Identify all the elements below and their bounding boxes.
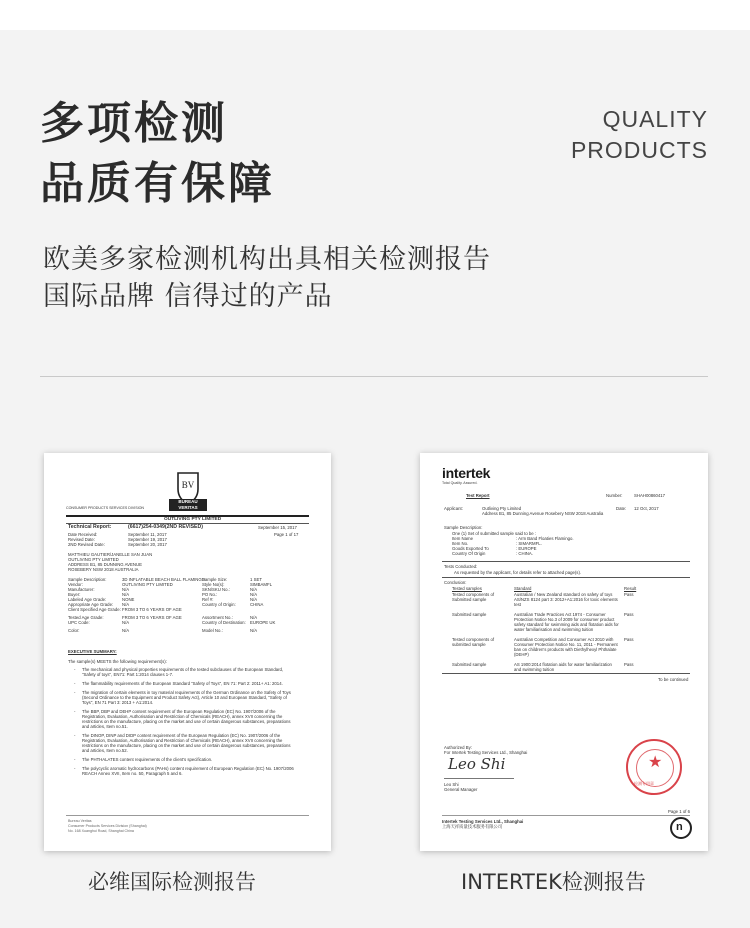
svg-text:BV: BV: [181, 480, 195, 490]
bureau-veritas-band: BUREAU VERITAS: [169, 499, 207, 511]
table-cell-standard: Consumer Protection Notice No. 11, 2011 - Permanent: [514, 642, 618, 647]
bullet-marker: -: [74, 766, 76, 771]
col-standard: Standard: [514, 586, 532, 591]
section-divider: [40, 376, 708, 377]
official-seal-icon: [626, 739, 682, 795]
summary-bullet: The mechanical and physical properties requirements of the tested subclauses of the European Standard,: [82, 667, 284, 672]
intertek-report: [420, 453, 708, 851]
field-value-2: N/A: [250, 592, 258, 597]
intertek-tagline: Total Quality. Assured.: [442, 481, 478, 485]
continued-note: To be continued: [658, 677, 689, 682]
field-label: Sample Description:: [68, 577, 107, 582]
table-cell-standard: Australian / New Zealand standard on safety of toys: [514, 592, 613, 597]
address-line: MATTHIEU GAUTIER/JANELLE SAN JUAN: [68, 552, 153, 557]
sample-value: : CHINA.: [516, 551, 533, 556]
table-cell-standard: Australian Competition and Consumer Act 2010 with: [514, 637, 614, 642]
field-value-2: N/A: [250, 587, 258, 592]
report-label: Technical Report:: [68, 524, 112, 530]
field-value-2: 1 SET: [250, 577, 262, 582]
footer-line: Bureau Veritas: [68, 819, 92, 823]
table-cell-sample: Submitted sample: [452, 662, 487, 667]
date-value: September 19, 2017: [128, 537, 167, 542]
address-line: ROSEBERY NSW 2018 AUSTRALIA: [68, 567, 139, 572]
page-number: Page 1 of 17: [274, 532, 299, 537]
sample-description-label: Sample Description:: [444, 525, 483, 530]
footer-company: Intertek Testing Services Ltd., Shanghai: [442, 819, 524, 824]
signer-title: General Manager: [444, 787, 478, 792]
field-label-2: Ref #:: [202, 597, 214, 602]
date-value: September 11, 2017: [128, 532, 167, 537]
address-line: ADDRESS B1, 85 DUNNING AVENUE: [68, 562, 142, 567]
table-cell-standard: Australian Trade Practices Act 1974 - Consumer: [514, 612, 606, 617]
authorized-for: For Intertek Testing Services Ltd., Shanghai: [444, 750, 528, 755]
signature: Leo Shi: [448, 755, 506, 773]
date-label: Date Received:: [68, 532, 98, 537]
field-value-2: EUROPE UK: [250, 620, 276, 625]
division-label: CONSUMER PRODUCTS SERVICES DIVISION: [66, 506, 145, 510]
field-label: Labeled Age Grade:: [68, 597, 107, 602]
summary-bullet: The flammability requirements of the European Standard "Safety of Toys", EN 71: Part 2: 2011+ A1: 2014.: [82, 681, 283, 686]
test-report-title: Test Report: [466, 493, 490, 498]
summary-intro: The sample(s) MEETS the following requirement(s):: [68, 659, 167, 664]
field-label-2: Sample Size:: [202, 577, 228, 582]
seal-star-icon: ★: [648, 754, 663, 771]
report-number: SHAH00860417: [634, 493, 666, 498]
subtitle-line-2: 国际品牌 信得过的产品: [43, 281, 333, 312]
summary-bullet: Registration, Evaluation, Authorisation and Restriction of Chemicals (REACH), annex XVII concerning the: [82, 714, 283, 719]
col-tested-samples: Tested samples: [452, 586, 482, 591]
table-cell-sample: Tested components of: [452, 592, 495, 597]
intertek-mark-glyph: n: [676, 821, 683, 833]
table-cell-result: Pass: [624, 637, 634, 642]
rule-1: [442, 561, 690, 562]
summary-bullet: "Safety of toys", EN71: Part 1:2014 clauses 1-7.: [82, 672, 174, 677]
bullet-marker: -: [74, 757, 76, 762]
sample-value: : EUROPE: [516, 546, 537, 551]
conclusion-label: Conclusion:: [444, 580, 467, 585]
field-label-2: Country of Origin:: [202, 602, 236, 607]
address-line: OUTLIVING PTY LIMITED: [68, 557, 119, 562]
bullet-marker: -: [74, 681, 76, 686]
bullet-marker: -: [74, 690, 76, 695]
footer-line: No. 168 Xuanghui Road, Shanghai China: [68, 829, 134, 833]
field-label: Vendor:: [68, 582, 83, 587]
rule-2: [442, 577, 690, 578]
summary-bullet: Toys", EN 71 Part 3: 2013 + A1:2014.: [82, 700, 154, 705]
summary-bullet: The BBP, DBP and DEHP content requirement of the European Regulation (EC) No. 1907/2006 of the: [82, 709, 276, 714]
field-value-2: N/A: [250, 615, 258, 620]
summary-bullet: The migration of certain elements in toy material requirements of the German Ordinance on the Safety of Toys: [82, 690, 291, 695]
field-value: NONE: [122, 597, 135, 602]
table-cell-standard: AS/NZS 8124 part 3: 2012+A1:2016 for toxic elements: [514, 597, 618, 602]
summary-bullet: and articles, Item no.52.: [82, 748, 128, 753]
field-label: Color:: [68, 628, 80, 633]
bullet-marker: -: [74, 667, 76, 672]
page-number: Page 1 of 6: [668, 809, 690, 814]
tests-note: As requested by the applicant, for details refer to attached page(s).: [454, 570, 582, 575]
field-label: Appropriate Age Grade:: [68, 602, 114, 607]
applicant-address: Address B1, 85 Dunning Avenue Rosebery NSW 2018 Australia: [482, 511, 604, 516]
signature-rule: [444, 778, 514, 779]
tagline-line-1: QUALITY: [602, 106, 708, 132]
applicant-label: Applicant:: [444, 506, 463, 511]
seal-text: 检测专用章: [634, 781, 654, 786]
table-cell-result: Pass: [624, 662, 634, 667]
table-cell-sample: submitted sample: [452, 642, 486, 647]
signer-name: Leo Shi: [444, 782, 459, 787]
summary-bullet: (Second Ordinance to the Equipment and Product Safety Act), Article 10 and European Standard, "Safety of: [82, 695, 287, 700]
sample-value: : SIMARMFL.: [516, 541, 542, 546]
field-label-2: PO No.:: [202, 592, 218, 597]
report-date: September 15, 2017: [258, 525, 297, 530]
table-cell-sample: Submitted sample: [452, 597, 487, 602]
company-header: OUTLIVING PTY LIMITED: [164, 517, 222, 522]
field-label: Client Specified Age Grade:: [68, 607, 121, 612]
field-value: OUTLIVING PTY LIMITED: [122, 582, 173, 587]
footer-company-cn: 上海天祥质量技术服务有限公司: [442, 824, 503, 829]
field-value: 3D INFLATABLE BEACH BALL FLAMINGO: [122, 577, 206, 582]
field-value: N/A: [122, 587, 130, 592]
field-value-2: N/A: [250, 628, 258, 633]
field-value: N/A: [122, 592, 130, 597]
tests-conducted-label: Tests Conducted:: [444, 564, 478, 569]
table-cell-sample: Submitted sample: [452, 612, 487, 617]
field-value-2: CHINA: [250, 602, 264, 607]
summary-bullet: The polycyclic aromatic hydrocarbons (PAHs) content requirement of European Regulation (EC) No. 1907/2006: [82, 766, 294, 771]
field-label: Buyer:: [68, 592, 81, 597]
footer-line: Consumer Products Services Division (Shanghai): [68, 824, 147, 828]
bullet-marker: -: [74, 733, 76, 738]
summary-bullet: and articles, Item no.51.: [82, 724, 128, 729]
bullet-marker: -: [74, 709, 76, 714]
field-value: FROM 3 TO 6 YEARS OF AGE: [122, 607, 182, 612]
field-value-2: SIMBAMFL: [250, 582, 272, 587]
heading-line-2: 品质有保障: [40, 158, 275, 209]
sample-label: Country Of Origin: [452, 551, 486, 556]
date-label: Revised Date:: [68, 537, 95, 542]
summary-bullet: The PHTHALATES content requirements of the client's specification.: [82, 757, 213, 762]
applicant-name: Outliving Pty Limited: [482, 506, 522, 511]
footer-rule: [66, 815, 309, 816]
field-value: N/A: [122, 620, 130, 625]
sample-label: Item No.: [452, 541, 469, 546]
footer-rule: [442, 815, 690, 816]
sample-label: Goods Exported To: [452, 546, 489, 551]
table-cell-standard: AS 1900:2014 flotation aids for water familiarization: [514, 662, 612, 667]
field-label-2: Assortment No.:: [202, 615, 233, 620]
caption-right: INTERTEK检测报告: [461, 870, 646, 894]
summary-bullet: Registration, Evaluation, Authorisation and Restriction of Chemicals (REACH), annex XVII concerning the: [82, 738, 283, 743]
field-value: N/A: [122, 602, 130, 607]
report-number: (6617)254-0349(2ND REVISED): [128, 524, 203, 530]
date-label: 2ND Revised Date:: [68, 542, 105, 547]
summary-bullet: REACH Annex XVII, Item no. 50, Paragraph 5 and 6.: [82, 771, 183, 776]
bureau-veritas-report: [44, 453, 331, 851]
sample-value: : Arm Band Floaties Flamingo.: [516, 536, 574, 541]
summary-bullet: restrictions on the manufacture, placing on the market and use of certain dangerous substances, preparations: [82, 743, 291, 748]
authorized-label: Authorized By:: [444, 745, 472, 750]
table-cell-standard: test: [514, 602, 521, 607]
table-cell-standard: safety standard for swimming aids and flotation aids for: [514, 622, 619, 627]
table-cell-standard: and swimming tuition: [514, 667, 555, 672]
caption-left: 必维国际检测报告: [88, 870, 256, 894]
quality-products-tagline: [571, 104, 708, 166]
field-label-2: SKN/SKU No.:: [202, 587, 230, 592]
date-label: Date:: [616, 506, 627, 511]
subtitle-line-1: 欧美多家检测机构出具相关检测报告: [43, 244, 491, 275]
field-label-2: Country of Destination:: [202, 620, 246, 625]
summary-bullet: The DINOP, DINP and DIDP content requirement of the European Regulation (EC) No. 1907/2006 of the: [82, 733, 281, 738]
summary-bullet: restrictions on the manufacture, placing on the market and use of certain dangerous substances, preparations: [82, 719, 291, 724]
intertek-logo: intertek: [442, 465, 491, 481]
table-cell-standard: Protection Notice No.3 of 2009 for consumer product: [514, 617, 615, 622]
field-label: Tested Age Grade:: [68, 615, 104, 620]
field-label: Manufacturer:: [68, 587, 95, 592]
heading-line-1: 多项检测: [40, 98, 228, 149]
date-value: September 20, 2017: [128, 542, 167, 547]
table-cell-standard: (DEHP): [514, 652, 529, 657]
executive-summary-title: EXECUTIVE SUMMARY:: [68, 649, 117, 654]
field-value: N/A: [122, 628, 130, 633]
rule-3: [442, 673, 690, 674]
sample-label: One (1) Set of submitted sample said to be :: [452, 531, 537, 536]
tagline-line-2: PRODUCTS: [570, 137, 708, 163]
report-date: 12 Oct, 2017: [634, 506, 659, 511]
table-cell-result: Pass: [624, 612, 634, 617]
col-result: Result: [624, 586, 637, 591]
field-label-2: Style No(s):: [202, 582, 225, 587]
field-value-2: N/A: [250, 597, 258, 602]
intertek-mark-icon: [670, 817, 692, 839]
field-label-2: Model No.:: [202, 628, 223, 633]
number-label: Number:: [606, 493, 623, 498]
table-cell-sample: Tested components of: [452, 637, 495, 642]
table-cell-standard: water familiarisation and swimming tuition: [514, 627, 594, 632]
table-cell-standard: ban on children's products with Diethylhexyl Phthalate: [514, 647, 617, 652]
field-label: UPC Code:: [68, 620, 90, 625]
field-value: FROM 3 TO 6 YEARS OF AGE: [122, 615, 182, 620]
sample-label: Item Name: [452, 536, 474, 541]
table-cell-result: Pass: [624, 592, 634, 597]
top-band: [0, 0, 750, 30]
